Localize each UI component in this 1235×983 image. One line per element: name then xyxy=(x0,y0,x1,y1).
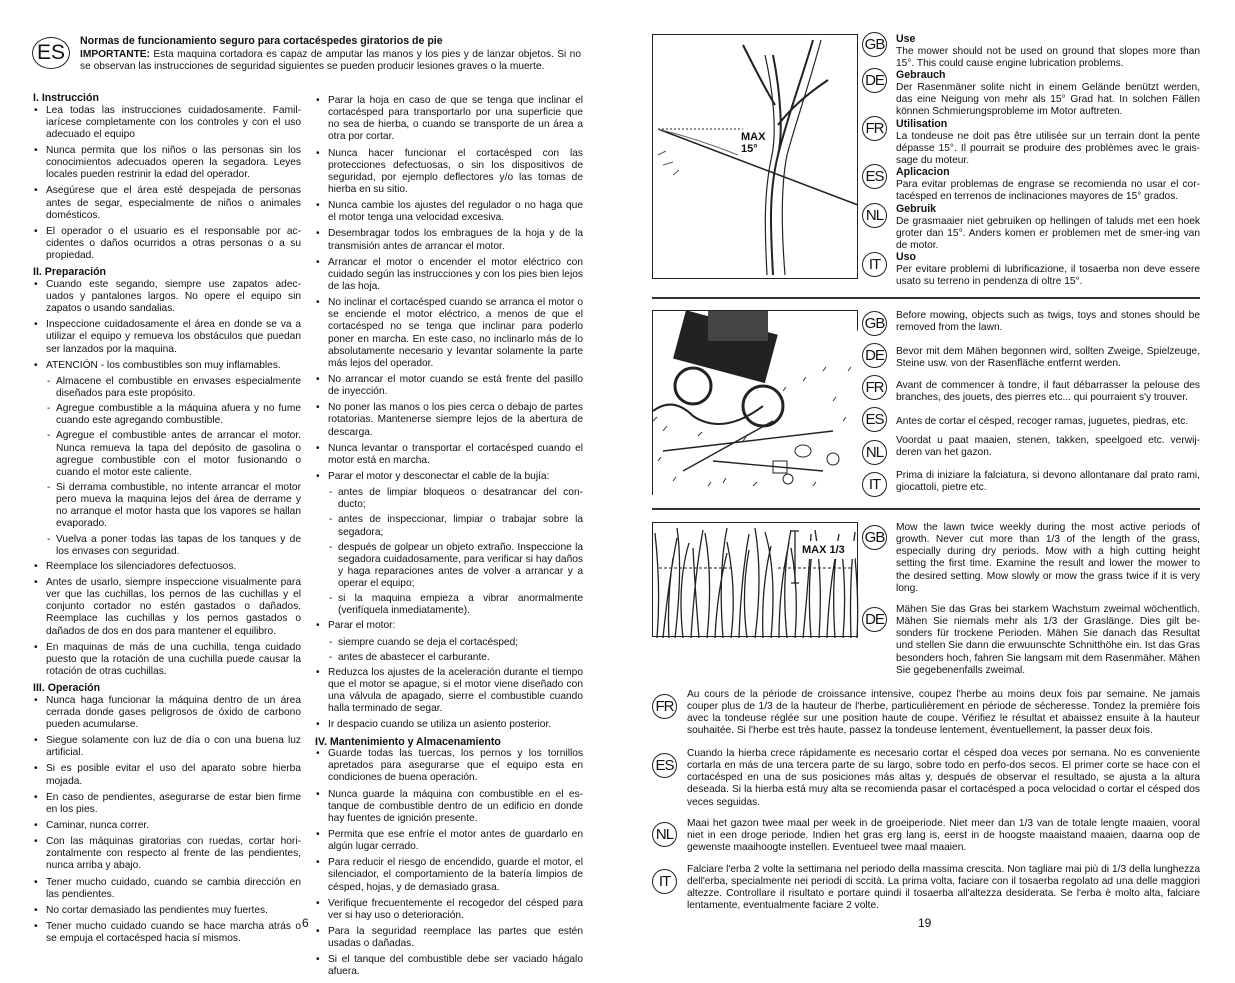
list-item: • Para la seguridad reemplace las partes que estén usadas o dañadas. xyxy=(315,926,583,950)
list-item: • En caso de pendientes, asegurarse de estar bien firme en los pies. xyxy=(33,792,301,816)
list-subitem: - Agregue combustible a la máquina afuera y no fume cuando este agregando combustible. xyxy=(33,403,301,427)
use-gb xyxy=(896,33,1200,70)
list-subitem: - siempre cuando se deja el cortacésped; xyxy=(315,637,583,649)
grass-image xyxy=(653,523,859,638)
list-item: • Si es posible evitar el uso del aparato sobre hierba mojada. xyxy=(33,763,301,787)
list-item: • No cortar demasiado las pendientes muy fuertes. xyxy=(33,905,301,917)
slope-max-label: MAX 15° xyxy=(741,131,766,155)
list-item: • Parar el motor: xyxy=(315,620,583,632)
page-number-left: 6 xyxy=(302,916,309,930)
list-item: • Nunca guarde la máquina con combustible en el es-tanque de combustible dentro de un edificio en donde hay fuentes de ignición presente. xyxy=(315,789,583,825)
paragraph: La tondeuse ne doit pas être utilisée sur un terrain dont la pente dépasse 15°. Il pourrait se produire des problèmes avec le grais-sage du moteur. xyxy=(896,130,1200,166)
paragraph: Der Rasenmäner solite nicht in einem Gelände benützt werden, das eine Neigung von mehr als 15° Grad hat. In solchen Fällen können Schmierungsprobleme im Motor auftreten. xyxy=(896,81,1200,117)
debris-de: Bevor mit dem Mähen begonnen wird, sollten Zweige, Spielzeuge, Steine usw. von der Rasenfläche entfernt werden. xyxy=(896,346,1200,370)
debris-illustration xyxy=(652,310,858,495)
mowing-nl: Maai het gazon twee maal per week in de groeiperiode. Niet meer dan 1/3 van de totale lengte maaien, vooral niet in een droge periode. Indien het gras erg lang is, eerst in de hoogste maaistand maaien, daarna oop de gewenste maaihoogte instellen. Eventueel twee maal maaien. xyxy=(687,818,1200,854)
grass-max-label: MAX 1/3 xyxy=(802,544,845,556)
lang-badge-es: ES xyxy=(652,753,677,778)
tree-on-slope-image xyxy=(653,35,859,280)
use-de xyxy=(896,69,1200,118)
paragraph: De grasmaaier niet gebruiken op hellingen of taluds met een hoek groter dan 15°. Anders komen er problemen met de smer-ing van de motor. xyxy=(896,215,1200,251)
list-item: • Antes de usarlo, siempre inspeccione visualmente para ver que las cuchillas, los pernos de las cuchillas y el conjunto cortador no estén gastados o dañados. Reemplace las cuchillas y los pernos gastados o dañados de dos en dos para mantener el equilibro. xyxy=(33,577,301,638)
mowing-fr: Au cours de la période de croissance intensive, coupez l'herbe au moins deux fois par semaine. Ne jamais couper plus de 1/3 de la hauteur de l'herbe, particulièrement en période de sécheresse. Tondez la première fois avec la tondeuse réglée sur une position haute de coupe. Vérifiez le résultat et abaissez ensuite à la hauteur souhaitée. Si l'herbe est très haute, passez la tondeuse lentement, éventuellement, la passer deux fois. xyxy=(687,689,1200,737)
list-item: • Desembragar todos los embragues de la hoja y de la transmisión antes de arrancar el motor. xyxy=(315,228,583,252)
heading: Uso xyxy=(896,251,917,263)
list-item: • Para reducir el riesgo de encendido, guarde el motor, el silenciador, el comportamiento de la batería limpios de césped, hojas, y de demasiado grasa. xyxy=(315,857,583,893)
lang-badge-fr: FR xyxy=(862,375,887,400)
debris-es: Antes de cortar el césped, recoger ramas, juguetes, piedras, etc. xyxy=(896,416,1189,427)
slope-illustration xyxy=(652,34,858,279)
list-item: • No inclinar el cortacésped cuando se arranca el motor o se enciende el motor eléctrico, a menos de que el cortacésped no se tenga que inclinar para poderlo poner en marcha. En este caso, no inclinarlo más de lo absolutamente necesario y levantar solamente la parte más lejos del operador. xyxy=(315,297,583,370)
page-number-right: 19 xyxy=(918,916,932,930)
lang-badge-de: DE xyxy=(862,68,887,93)
list-subitem: - Si derrama combustible, no intente arrancar el motor pero mueva la maquina lejos del área de derrame y no arranque el motor hasta que los vapores se hallan evaporado. xyxy=(33,482,301,531)
list-item: • No arrancar el motor cuando se está frente del pasillo de inyección. xyxy=(315,374,583,398)
list-item: • Parar el motor y desconectar el cable de la bujía: xyxy=(315,471,583,483)
grass-height-illustration xyxy=(652,522,858,637)
language-badge-es: ES xyxy=(32,37,70,69)
list-item: • Asegúrese que el área esté despejada de personas antes de segar, especialmente de niños o animales domésticos. xyxy=(33,185,301,221)
lang-badge-it: IT xyxy=(862,252,887,277)
mower-debris-image xyxy=(653,311,859,496)
list-subitem: - Vuelva a poner todas las tapas de los tanques y de los envases con seguridad. xyxy=(33,534,301,558)
lang-badge-gb: GB xyxy=(862,525,887,550)
mowing-de: Mähen Sie das Gras bei starkem Wachstum zweimal wöchentlich. Mähen Sie niemals mehr als 1/3 der Graslänge. Dies gilt be-sonders für trockene Perioden. Mähen Sie danach das Resultat und stellen Sie dann die erwuunschte Schnitthöhe ein. Ist das Gras besonders hoch, fahren Sie langsam mit dem Rasenmäher. Mähen Sie gegebenenfalls zweimal. xyxy=(896,604,1200,676)
heading: Utilisation xyxy=(896,118,948,130)
use-es xyxy=(896,166,1200,203)
list-instruccion xyxy=(33,105,301,263)
list-item: • Con las máquinas giratorias con ruedas, cortar hori-zontalmente con respecto al frente de las pendientes, nunca arriba y abajo. xyxy=(33,836,301,872)
list-item: • No poner las manos o los pies cerca o debajo de partes rotatorias. Mantenerse siempre lejos de la abertura de descarga. xyxy=(315,402,583,438)
list-subitem: - después de golpear un objeto extraño. Inspeccione la segadora cuidadosamente, para verificar si hay daños y haga reparaciones antes de volver a arrancar y a operar el equipo; xyxy=(315,542,583,591)
left-column-1 xyxy=(33,92,301,949)
lang-badge-it: IT xyxy=(652,869,677,894)
list-subitem: - antes de inspeccionar, limpiar o trabajar sobre la segadora; xyxy=(315,514,583,538)
list-item: • En maquinas de más de una cuchilla, tenga cuidado puesto que la rotación de una cuchilla puede causar la rotación de otras cuchillas. xyxy=(33,642,301,678)
list-item: • Nunca hacer funcionar el cortacésped con las protecciones defectuosas, o sin los dispositivos de seguridad, por ejemplo deflectores y/o las tomas de hierba en su sitio. xyxy=(315,148,583,197)
lang-badge-nl: NL xyxy=(862,203,887,228)
page-title: Normas de funcionamiento seguro para cortacéspedes giratorios de pie xyxy=(80,35,443,47)
heading: Aplicacion xyxy=(896,166,950,178)
list-subitem: - Agregue el combustible antes de arrancar el motor. Nunca remueva la tapa del depósito de gasolina o agregue combustible con el motor fusionando o cuando el motor este caliente. xyxy=(33,430,301,479)
list-item: • Verifique frecuentemente el recogedor del césped para ver si hay uso o deterioración. xyxy=(315,898,583,922)
list-item: • Caminar, nunca correr. xyxy=(33,820,301,832)
list-item: • Tener mucho cuidado cuando se hace marcha atrás o se empuja el cortacésped hacia sí mismos. xyxy=(33,921,301,945)
list-item: • Ir despacio cuando se utiliza un asiento posterior. xyxy=(315,719,583,731)
lang-badge-gb: GB xyxy=(862,311,887,336)
mowing-gb: Mow the lawn twice weekly during the most active periods of growth. Never cut more than 1/3 of the length of the grass, especially during dry periods. Mow with a high cutting height setting the first time. Examine the result and lower the mower to the desired setting. Mow slowly or mow the grass twice if it is very long. xyxy=(896,522,1200,594)
section-title-instruccion: I. Instrucción xyxy=(33,92,99,104)
list-item: • Inspeccione cuidadosamente el área en donde se va a utilizar el equipo y remueva los obstáculos que puedan ser lanzados por la maquina. xyxy=(33,319,301,355)
section-title-preparacion: II. Preparación xyxy=(33,266,107,279)
lang-badge-gb: GB xyxy=(862,32,887,57)
divider xyxy=(652,297,1200,299)
section-title-operacion: III. Operación xyxy=(33,682,101,695)
list-item: • El operador o el usuario es el responsable por ac-cidentes o daños ocurridos a otras personas o a su propiedad. xyxy=(33,226,301,262)
section-title-mantenimiento: IV. Mantenimiento y Almacenamiento xyxy=(315,735,501,748)
list-item: • Si el tanque del combustible debe ser vaciado hágalo afuera. xyxy=(315,954,583,978)
debris-it: Prima di iniziare la falciatura, si devono allontanare dal prato rami, giocattoli, pietre etc. xyxy=(896,470,1200,494)
lang-badge-it: IT xyxy=(862,472,887,497)
list-item: • Reemplace los silenciadores defectuosos. xyxy=(33,561,301,573)
lang-badge-de: DE xyxy=(862,343,887,368)
list-item: • Nunca haga funcionar la máquina dentro de un área cerrada donde gases peligrosos de óxido de carbono pueden acumularse. xyxy=(33,695,301,731)
list-item: • Nunca cambie los ajustes del regulador o no haga que el motor tenga una velocidad excesiva. xyxy=(315,200,583,224)
lang-badge-fr: FR xyxy=(862,116,887,141)
left-column-2 xyxy=(315,95,583,983)
list-subitem: - antes de abastecer el carburante. xyxy=(315,652,583,664)
debris-nl: Voordat u paat maaien, stenen, takken, speelgoed etc. verwij-deren van het gazon. xyxy=(896,435,1200,459)
list-item: • Cuando este segando, siempre use zapatos adec-uados y pantalones largos. No opere el equipo sin zapatos o usando sandalias. xyxy=(33,279,301,315)
important-label: IMPORTANTE: xyxy=(80,49,150,60)
lang-badge-de: DE xyxy=(862,607,887,632)
lang-badge-es: ES xyxy=(862,407,887,432)
list-operacion-continued xyxy=(315,95,583,732)
paragraph: Para evitar problemas de engrase se recomienda no usar el cor-tacésped en terrenos de inclinaciones mayores de 15° grados. xyxy=(896,178,1200,202)
lang-badge-nl: NL xyxy=(652,822,677,847)
list-item: • Guarde todas las tuercas, los pernos y los tornillos apretados para asegurarse que el equipo esta en condiciones de buena operación. xyxy=(315,748,583,784)
list-subitem: - si la maquina empieza a vibrar anormalmente (verifíquela inmediatamente). xyxy=(315,593,583,617)
heading: Gebrauch xyxy=(896,69,946,81)
list-item: • Arrancar el motor o encender el motor eléctrico con cuidado según las instrucciones y con los pies bien lejos de las hoja. xyxy=(315,257,583,293)
mowing-it: Falciare l'erba 2 volte la settimana nel periodo della massima crescita. Non tagliare mai più di 1/3 della lunghezza dell'erba, specialmente nei periodi di sccità. La prima volta, faciare con il tosaerba regolato ad una delle maggiori altezze. Controllare il risultato e portare quindi il tosaerba all'altezza desiderata. Se l'erba è molto alta, falciare lentamente, eventualmente faciare 2 volte. xyxy=(687,864,1200,912)
paragraph: Per evitare problemi di lubrificazione, il tosaerba non deve essere usato su terreno in pendenza di oltre 15°. xyxy=(896,263,1200,287)
list-operacion xyxy=(33,695,301,946)
heading: Gebruik xyxy=(896,203,937,215)
list-item: • Permita que ese enfríe el motor antes de guardarlo en algún lugar cerrado. xyxy=(315,829,583,853)
list-mantenimiento xyxy=(315,748,583,978)
list-item: • Tener mucho cuidado, cuando se cambia dirección en las pendientes. xyxy=(33,877,301,901)
important-notice xyxy=(80,49,581,73)
lang-badge-fr: FR xyxy=(652,694,677,719)
mowing-es: Cuando la hierba crece rápidamente es necesario cortar el césped doa veces por semana. No es conveniente cortarla en más de una tercera parte de su largo, sobre todo en perfo-dos secos. El primer corte se hace con el cortacésped en una de sus posiciones más altas y, después de observar el resultado, se ajusta a la altura deseada. Si la hierba está muy alta se recomienda pasar el cortacésped a poca velocidad o cortar el césped dos veces seguidas. xyxy=(687,748,1200,808)
list-item: • ATENCIÓN - los combustibles son muy inflamables. xyxy=(33,360,301,372)
divider xyxy=(652,508,1200,510)
lang-badge-nl: NL xyxy=(862,440,887,465)
debris-gb: Before mowing, objects such as twigs, toys and stones should be removed from the lawn. xyxy=(896,310,1200,334)
lang-badge-es: ES xyxy=(862,164,887,189)
heading: Use xyxy=(896,33,916,45)
list-subitem: - antes de limpiar bloqueos o desatrancar del con-ducto; xyxy=(315,487,583,511)
paragraph: The mower should not be used on ground that slopes more than 15°. This could cause engine lubrication problems. xyxy=(896,45,1200,69)
list-subitem: - Almacene el combustible en envases especialmente diseñados para este propósito. xyxy=(33,376,301,400)
use-it xyxy=(896,251,1200,288)
list-item: • Lea todas las instrucciones cuidadosamente. Famil-iarícese completamente con los controles y con el uso adecuado el equipo xyxy=(33,105,301,141)
list-preparacion xyxy=(33,279,301,678)
list-item: • Nunca levantar o transportar el cortacésped cuando el motor está en marcha. xyxy=(315,443,583,467)
debris-fr: Avant de commencer à tondre, il faut débarrasser la pelouse des branches, des jouets, des pierres etc... qui pourraient s'y trouver. xyxy=(896,380,1200,404)
list-item: • Parar la hoja en caso de que se tenga que inclinar el cortacésped para transportarlo por una superficie que no sea de hierba, o cuando se transporte de un área a otra por cortar. xyxy=(315,95,583,144)
list-item: • Nunca permita que los niños o las personas sin los conocimientos adecuados operen la segadora. Leyes locales pueden restrinir la edad del operador. xyxy=(33,145,301,181)
use-nl xyxy=(896,203,1200,252)
important-text: Esta maquina cortadora es capaz de amputar las manos y los pies y de lanzar objetos. Si no se observan las instrucciones de seguridad siguientes se pueden producir lesiones graves o la muerte. xyxy=(80,49,581,73)
use-fr xyxy=(896,118,1200,167)
list-item: • Reduzca los ajustes de la aceleración durante el tiempo que el motor se apague, si el motor viene diseñado con una válvula de apagado, sierre el combustible cuando halla terminado de segar. xyxy=(315,667,583,716)
list-item: • Siegue solamente con luz de día o con una buena luz artificial. xyxy=(33,735,301,759)
